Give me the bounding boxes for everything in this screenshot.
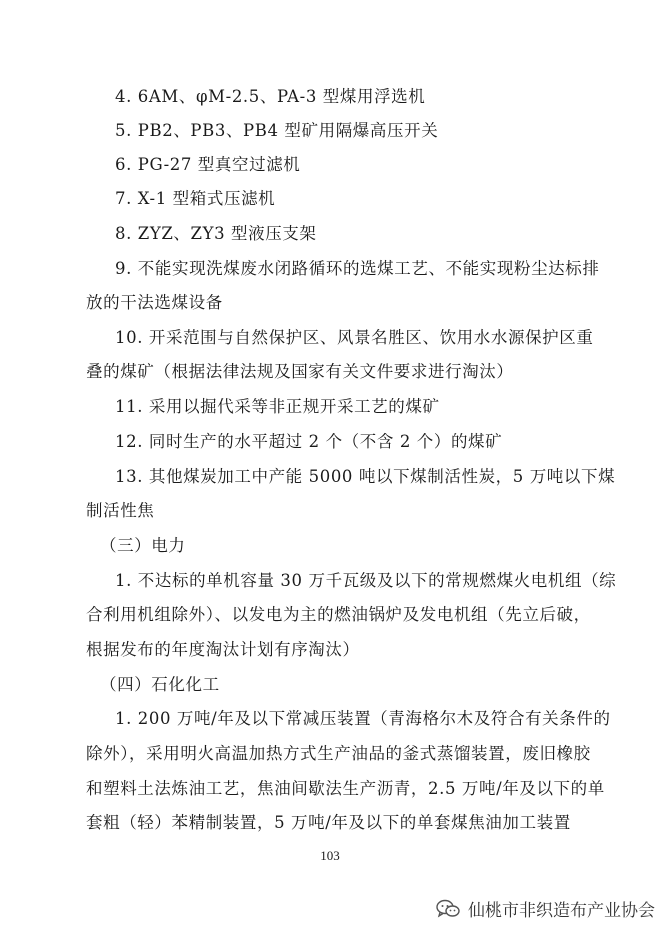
- watermark: [436, 896, 655, 921]
- item-line-continued: 除外），采用明火高温加热方式生产油品的釜式蒸馏装置，废旧橡胶: [86, 744, 591, 763]
- item-line: 5. PB2、PB3、PB4 型矿用隔爆高压开关: [115, 121, 439, 140]
- item-line-continued: 合利用机组除外）、以发电为主的燃油锅炉及发电机组（先立后破，: [86, 605, 591, 624]
- section-heading: （四）石化化工: [100, 675, 220, 694]
- item-line-continued: 制活性焦: [86, 501, 155, 520]
- item-line: 9. 不能实现洗煤废水闭路循环的选煤工艺、不能实现粉尘达标排: [115, 259, 600, 278]
- item-line: 12. 同时生产的水平超过 2 个（不含 2 个）的煤矿: [115, 432, 503, 451]
- item-line: 6. PG-27 型真空过滤机: [115, 155, 301, 174]
- item-line: 1. 200 万吨/年及以下常减压装置（青海格尔木及符合有关条件的: [115, 709, 611, 728]
- item-line: 10. 开采范围与自然保护区、风景名胜区、饮用水水源保护区重: [115, 328, 594, 347]
- watermark-text: 仙桃市非织造布产业协会: [468, 901, 655, 921]
- item-line: 11. 采用以掘代采等非正规开采工艺的煤矿: [115, 397, 440, 416]
- item-line-continued: 放的干法选煤设备: [86, 293, 223, 312]
- item-line-continued: 叠的煤矿（根据法律法规及国家有关文件要求进行淘汰）: [86, 362, 514, 381]
- item-line-continued: 和塑料土法炼油工艺，焦油间歇法生产沥青，2.5 万吨/年及以下的单: [86, 779, 605, 798]
- item-line: 8. ZYZ、ZY3 型液压支架: [115, 224, 317, 243]
- item-line: 13. 其他煤炭加工中产能 5000 吨以下煤制活性炭，5 万吨以下煤: [115, 467, 616, 486]
- item-line-continued: 根据发布的年度淘汰计划有序淘汰）: [86, 640, 360, 659]
- item-line: 7. X-1 型箱式压滤机: [115, 189, 276, 208]
- section-heading: （三）电力: [100, 536, 186, 555]
- item-line-continued: 套粗（轻）苯精制装置，5 万吨/年及以下的单套煤焦油加工装置: [86, 813, 571, 832]
- page-number: 103: [320, 848, 340, 863]
- item-line: 1. 不达标的单机容量 30 万千瓦级及以下的常规燃煤火电机组（综: [115, 571, 617, 590]
- item-line: 4. 6AM、φM-2.5、PA-3 型煤用浮选机: [115, 87, 426, 106]
- wechat-icon: [436, 899, 460, 919]
